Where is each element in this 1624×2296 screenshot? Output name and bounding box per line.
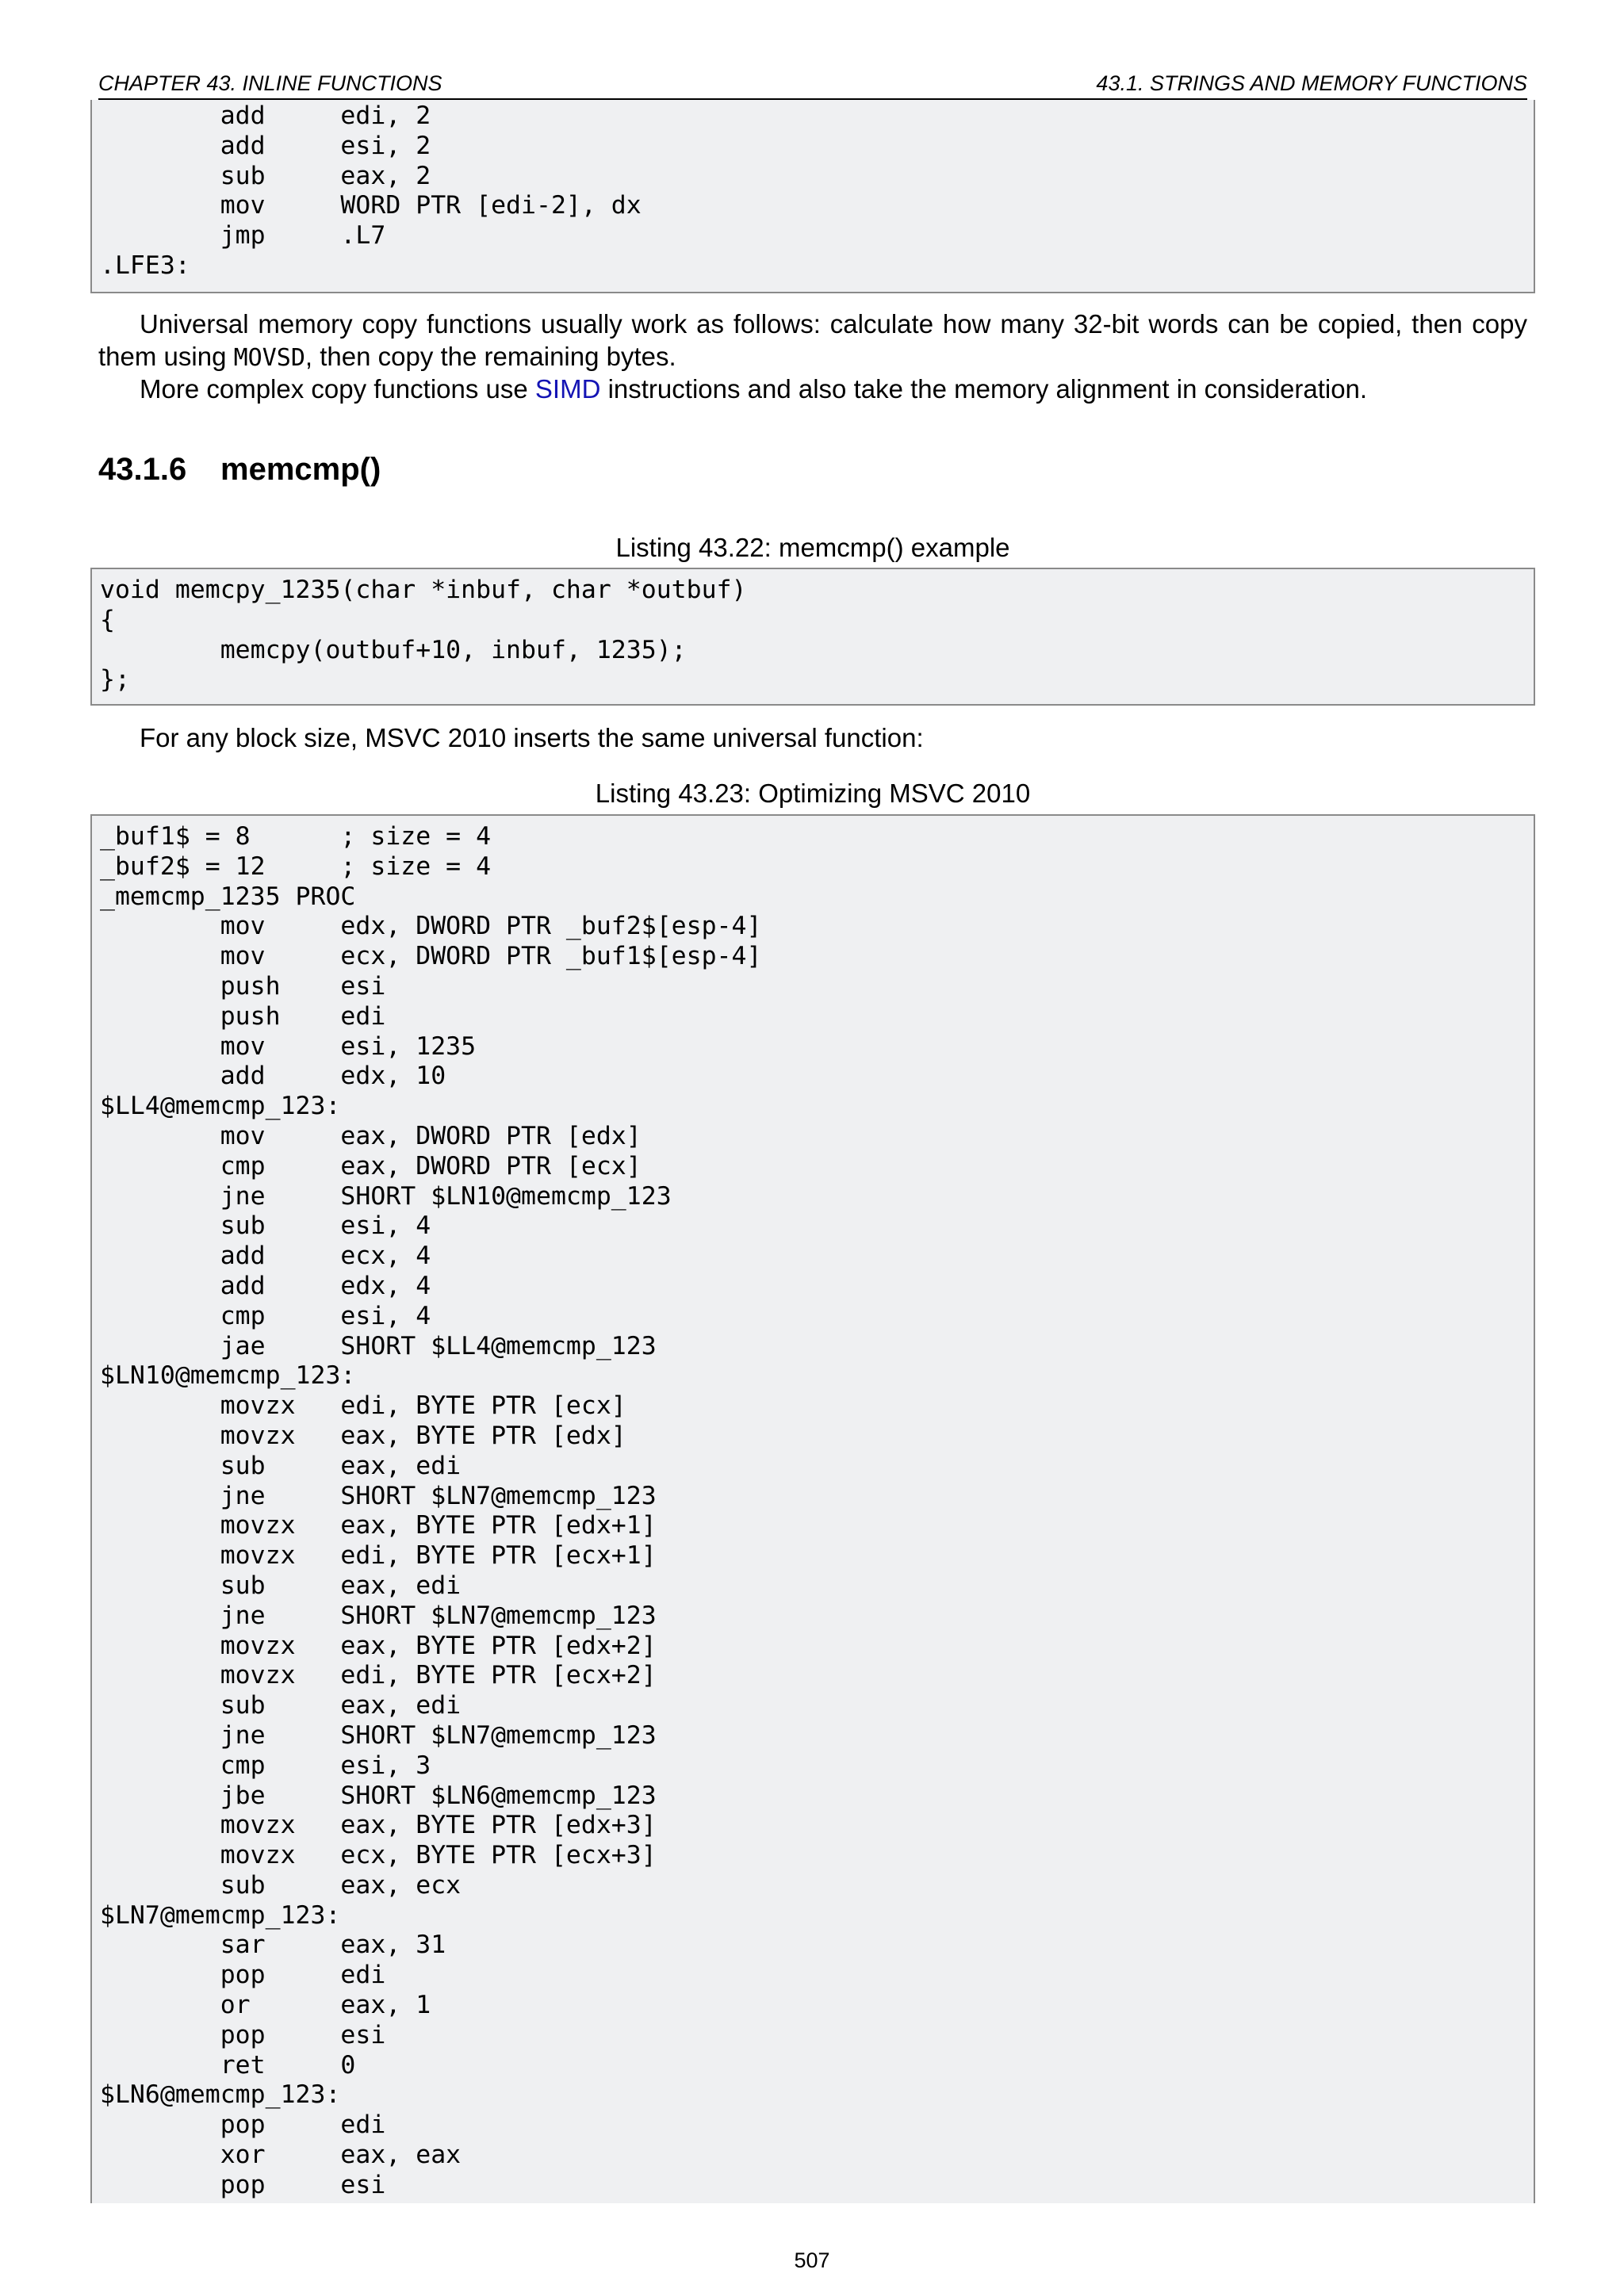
paragraph-memory-copy [98,308,1527,374]
paragraph-text: Universal memory copy functions usually work as follows: calculate how many 32-bit words can be copied, then copy them using [98,309,1527,371]
section-running-title: 43.1. STRINGS AND MEMORY FUNCTIONS [1096,71,1527,95]
paragraph-text: For any block size, MSVC 2010 inserts the same universal function: [140,723,924,752]
running-header [98,67,1527,100]
code-listing-continued [90,100,1535,293]
section-title: memcmp() [220,452,381,487]
page-number: 507 [794,2248,830,2272]
paragraph-text: , then copy the remaining bytes. [304,342,676,371]
section-number: 43.1.6 [98,452,187,487]
listing-caption: Listing 43.23: Optimizing MSVC 2010 [595,779,1031,808]
paragraph-msvc [98,721,1527,754]
paragraph-simd [98,373,1527,405]
code-listing-msvc [90,814,1535,2203]
code-text: _buf1$ = 8 ; size = 4 _buf2$ = 12 ; size = 4 _memcmp_1235 PROC mov edx, DWORD PTR _buf2$[esp-4] mov ecx, DWORD PTR _buf1$[esp-4] push esi push edi mov esi, 1235 add edx, 10 $LL4@memcmp_123: mov eax, DWORD PTR [edx] cmp eax, DWORD PTR [ecx] jne SHORT $LN10@memcmp_123 sub esi, 4 add ecx, 4 add edx, 4 cmp esi, 4 jae SHORT $LL4@memcmp_123 $LN10@memcmp_123: movzx edi, BYTE PTR [ecx] movzx eax, BYTE PTR [edx] sub eax, edi jne SHORT $LN7@memcmp_123 movzx eax, BYTE PTR [edx+1] movzx edi, BYTE PTR [ecx+1] sub eax, edi jne SHORT $LN7@memcmp_123 movzx eax, BYTE PTR [edx+2] movzx edi, BYTE PTR [ecx+2] sub eax, edi jne SHORT $LN7@memcmp_123 cmp esi, 3 jbe SHORT $LN6@memcmp_123 movzx eax, BYTE PTR [edx+3] movzx ecx, BYTE PTR [ecx+3] sub eax, ecx $LN7@memcmp_123: sar eax, 31 pop edi or eax, 1 pop esi ret 0 $LN6@memcmp_123: pop edi xor eax, eax pop esi [100,822,762,2199]
paragraph-text: More complex copy functions use [140,374,535,404]
section-heading [98,452,381,488]
code-text: void memcpy_1235(char *inbuf, char *outbuf) { memcpy(outbuf+10, inbuf, 1235); }; [100,576,747,695]
code-text: add edi, 2 add esi, 2 sub eax, 2 mov WORD PTR [edi-2], dx jmp .L7 .LFE3: [100,101,642,280]
inline-code: MOVSD [233,344,305,372]
listing-caption: Listing 43.22: memcmp() example [615,533,1010,562]
chapter-title: CHAPTER 43. INLINE FUNCTIONS [98,71,442,95]
code-listing-memcpy [90,568,1535,706]
paragraph-text: instructions and also take the memory alignment in consideration. [600,374,1368,404]
simd-link[interactable]: SIMD [534,374,601,404]
